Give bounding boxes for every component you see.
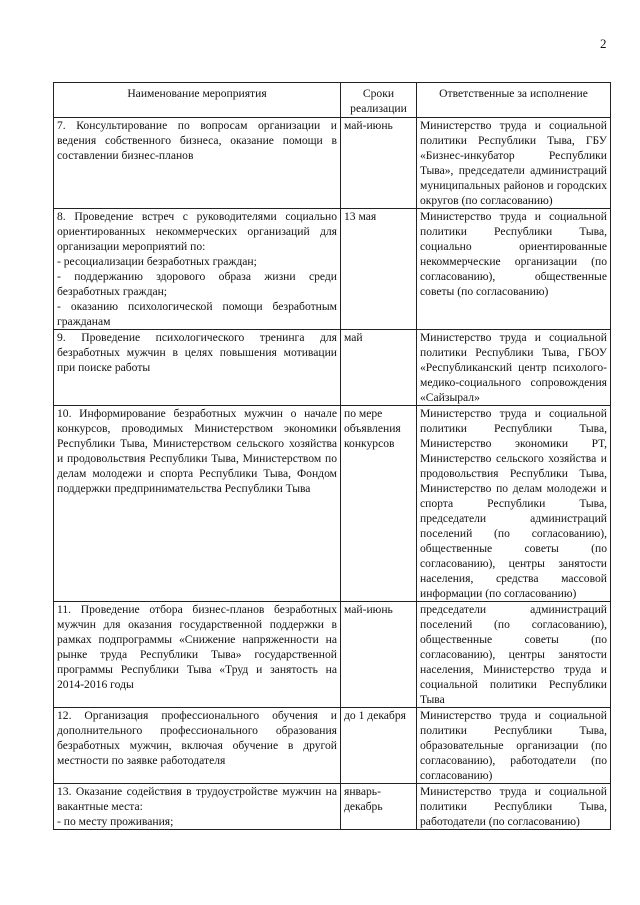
table-row bbox=[54, 330, 611, 406]
term-cell: до 1 декабря bbox=[341, 708, 417, 784]
event-cell: 12. Организация профессионального обучения и дополнительного профессионального образования безработных мужчин, включая обучение в другой местности по заявке работодателя bbox=[54, 708, 341, 784]
table-row bbox=[54, 118, 611, 209]
table-row bbox=[54, 406, 611, 602]
responsible-cell: Министерство труда и социальной политики Республики Тыва, работодатели (по согласованию) bbox=[417, 784, 611, 830]
page-number: 2 bbox=[600, 36, 607, 51]
activities-table bbox=[53, 82, 611, 830]
header-event: Наименование мероприятия bbox=[54, 83, 341, 118]
cell-line: - ресоциализации безработных граждан; bbox=[57, 255, 257, 268]
table-row bbox=[54, 784, 611, 830]
term-cell: май-июнь bbox=[341, 602, 417, 708]
cell-line: 8. Проведение встреч с руководителями социально ориентированных некоммерческих организаций для организации мероприятий по: bbox=[57, 210, 337, 253]
responsible-cell: председатели администраций поселений (по согласованию), общественные советы (по согласованию), центры занятости населения, Министерство труда и социальной политики Республики Тыва bbox=[417, 602, 611, 708]
event-cell bbox=[54, 209, 341, 330]
term-cell: май bbox=[341, 330, 417, 406]
cell-line: - поддержанию здорового образа жизни среди безработных граждан; bbox=[57, 270, 337, 298]
cell-line: - оказанию психологической помощи безработным гражданам bbox=[57, 300, 337, 328]
table-row bbox=[54, 708, 611, 784]
responsible-cell: Министерство труда и социальной политики Республики Тыва, образовательные организации (по согласованию), работодатели (по согласованию) bbox=[417, 708, 611, 784]
responsible-cell: Министерство труда и социальной политики Республики Тыва, ГБУ «Бизнес-инкубатор Республики Тыва», председатели администраций муниципальных районов и городских округов (по согласованию) bbox=[417, 118, 611, 209]
table-row bbox=[54, 209, 611, 330]
header-responsible: Ответственные за исполнение bbox=[417, 83, 611, 118]
header-term: Сроки реализации bbox=[341, 83, 417, 118]
responsible-cell: Министерство труда и социальной политики Республики Тыва, Министерство экономики РТ, Министерство сельского хозяйства и продовольствия Республики Тыва, Министерство по делам молодежи и спорта Республики Тыва, председатели администраций поселений (по согласованию), общественные советы (по согласованию), центры занятости населения, средства массовой информации (по согласованию) bbox=[417, 406, 611, 602]
event-cell bbox=[54, 784, 341, 830]
term-cell: по мере объявления конкурсов bbox=[341, 406, 417, 602]
responsible-cell: Министерство труда и социальной политики Республики Тыва, социально ориентированные некоммерческие организации (по согласованию), общественные советы (по согласованию) bbox=[417, 209, 611, 330]
responsible-cell: Министерство труда и социальной политики Республики Тыва, ГБОУ «Республиканский центр психолого-медико-социального сопровождения «Сайзырал» bbox=[417, 330, 611, 406]
table-header-row bbox=[54, 83, 611, 118]
table-row bbox=[54, 602, 611, 708]
term-cell: январь-декабрь bbox=[341, 784, 417, 830]
event-cell: 11. Проведение отбора бизнес-планов безработных мужчин для оказания государственной поддержки в рамках подпрограммы «Снижение напряженности на рынке труда Республики Тыва» государственной программы Республики Тыва «Труд и занятость на 2014-2016 годы bbox=[54, 602, 341, 708]
term-cell: 13 мая bbox=[341, 209, 417, 330]
event-cell: 10. Информирование безработных мужчин о начале конкурсов, проводимых Министерством экономики Республики Тыва, Министерством сельского хозяйства и продовольствия Республики Тыва, Министерством по делам молодежи и спорта Республики Тыва, Фондом поддержки предпринимательства Республики Тыва bbox=[54, 406, 341, 602]
cell-line: - по месту проживания; bbox=[57, 815, 174, 828]
event-cell: 9. Проведение психологического тренинга для безработных мужчин в целях повышения мотивации при поиске работы bbox=[54, 330, 341, 406]
event-cell: 7. Консультирование по вопросам организации и ведения собственного бизнеса, оказание помощи в составлении бизнес-планов bbox=[54, 118, 341, 209]
term-cell: май-июнь bbox=[341, 118, 417, 209]
cell-line: 13. Оказание содействия в трудоустройстве мужчин на вакантные места: bbox=[57, 785, 337, 813]
